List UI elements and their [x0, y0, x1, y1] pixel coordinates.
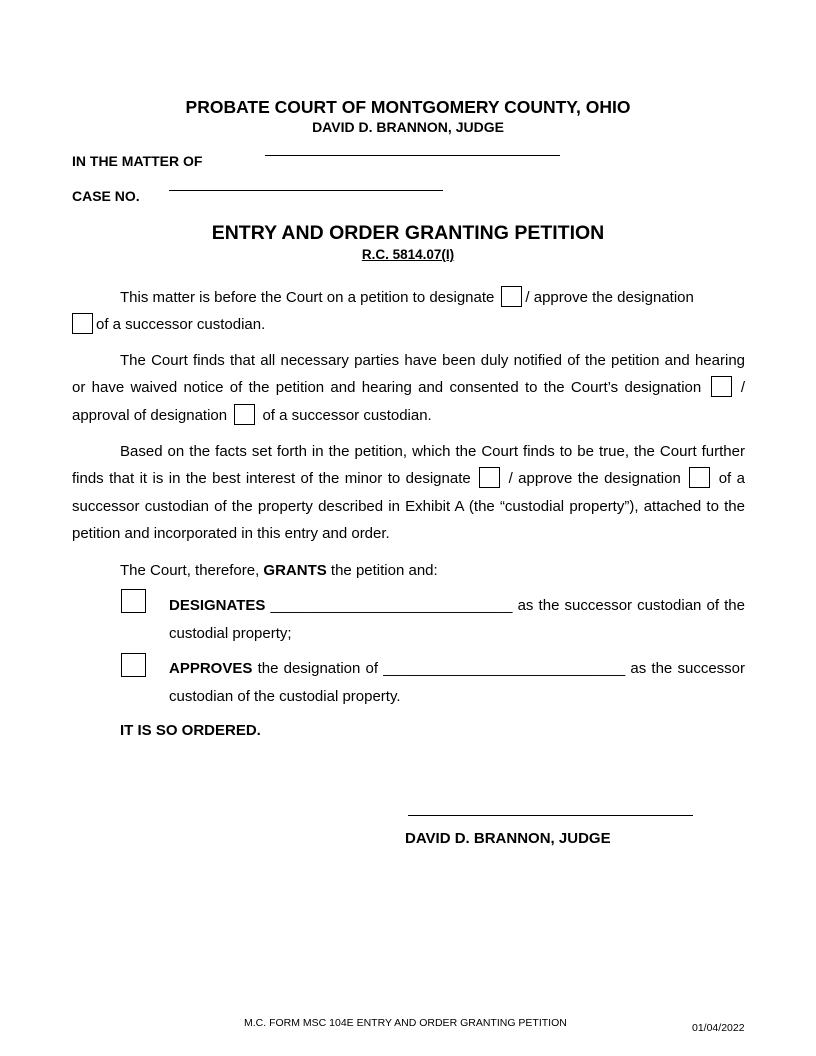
designates-label: DESIGNATES: [169, 597, 266, 614]
approves-label: APPROVES: [169, 660, 253, 677]
approve-checkbox-2[interactable]: [234, 404, 255, 425]
approve-checkbox-1[interactable]: [72, 313, 93, 334]
approves-option-text: [169, 655, 745, 710]
designates-option-checkbox[interactable]: [121, 589, 146, 613]
para3-text-b: / approve the designation: [508, 470, 681, 488]
it-is-so-ordered: IT IS SO ORDERED.: [120, 722, 261, 739]
para1-text-b: / approve the designation: [525, 289, 694, 306]
case-label: CASE NO.: [72, 188, 140, 204]
para2-text-c: of a successor custodian.: [262, 406, 432, 424]
para3-text-a: Based on the facts set forth in the petition, which the Court finds to be true, the Court further finds that it is in the best interest of the minor to designate: [72, 443, 745, 488]
form-date: 01/04/2022: [692, 1022, 745, 1034]
approve-checkbox-3[interactable]: [689, 467, 710, 488]
paragraph-grants: [72, 557, 745, 584]
para1-text-c: of a successor custodian.: [96, 316, 266, 334]
designate-checkbox-2[interactable]: [711, 376, 732, 397]
signature-line[interactable]: [408, 815, 693, 816]
case-number-line[interactable]: [169, 190, 443, 191]
grants-text-a: The Court, therefore,: [120, 562, 260, 579]
signature-judge-name: DAVID D. BRANNON, JUDGE: [405, 830, 611, 847]
para2-text-b: / approval of designation: [72, 379, 746, 424]
grants-text-b: the petition and:: [330, 562, 438, 579]
document-title: ENTRY AND ORDER GRANTING PETITION: [211, 222, 605, 244]
para2-text-a: The Court finds that all necessary parties have been duly notified of the petition and hearing or have waived notice of the petition and hearing and consented to the Court’s designation: [72, 352, 745, 397]
court-name: PROBATE COURT OF MONTGOMERY COUNTY, OHIO: [185, 97, 631, 117]
designate-checkbox-1[interactable]: [501, 286, 522, 307]
judge-name: DAVID D. BRANNON, JUDGE: [312, 119, 504, 135]
designates-option-text: [169, 592, 745, 647]
paragraph-findings: [72, 347, 745, 429]
designates-rest: as the successor custodian of the custodial property;: [169, 597, 745, 642]
designates-blank[interactable]: _____________________________: [270, 597, 513, 614]
form-footer: M.C. FORM MSC 104E ENTRY AND ORDER GRANTING PETITION: [244, 1017, 567, 1029]
statute-reference: R.C. 5814.07(I): [361, 247, 455, 262]
grants-bold: GRANTS: [263, 562, 327, 579]
approves-blank[interactable]: _____________________________: [383, 660, 626, 677]
approves-rest: as the successor custodian of the custodial property.: [169, 660, 745, 705]
para3-text-c: of a successor custodian of the property described in Exhibit A (the “custodial property”), attached to the petition and incorporated in this entry and order.: [72, 470, 745, 542]
matter-field-line[interactable]: [265, 155, 560, 156]
approves-option-checkbox[interactable]: [121, 653, 146, 677]
matter-label: IN THE MATTER OF: [72, 153, 203, 169]
approves-text-a: the designation of: [257, 660, 379, 677]
paragraph-best-interest: [72, 438, 745, 547]
paragraph-petition: [72, 284, 745, 339]
designate-checkbox-3[interactable]: [479, 467, 500, 488]
para1-text-a: This matter is before the Court on a petition to designate: [120, 289, 495, 306]
